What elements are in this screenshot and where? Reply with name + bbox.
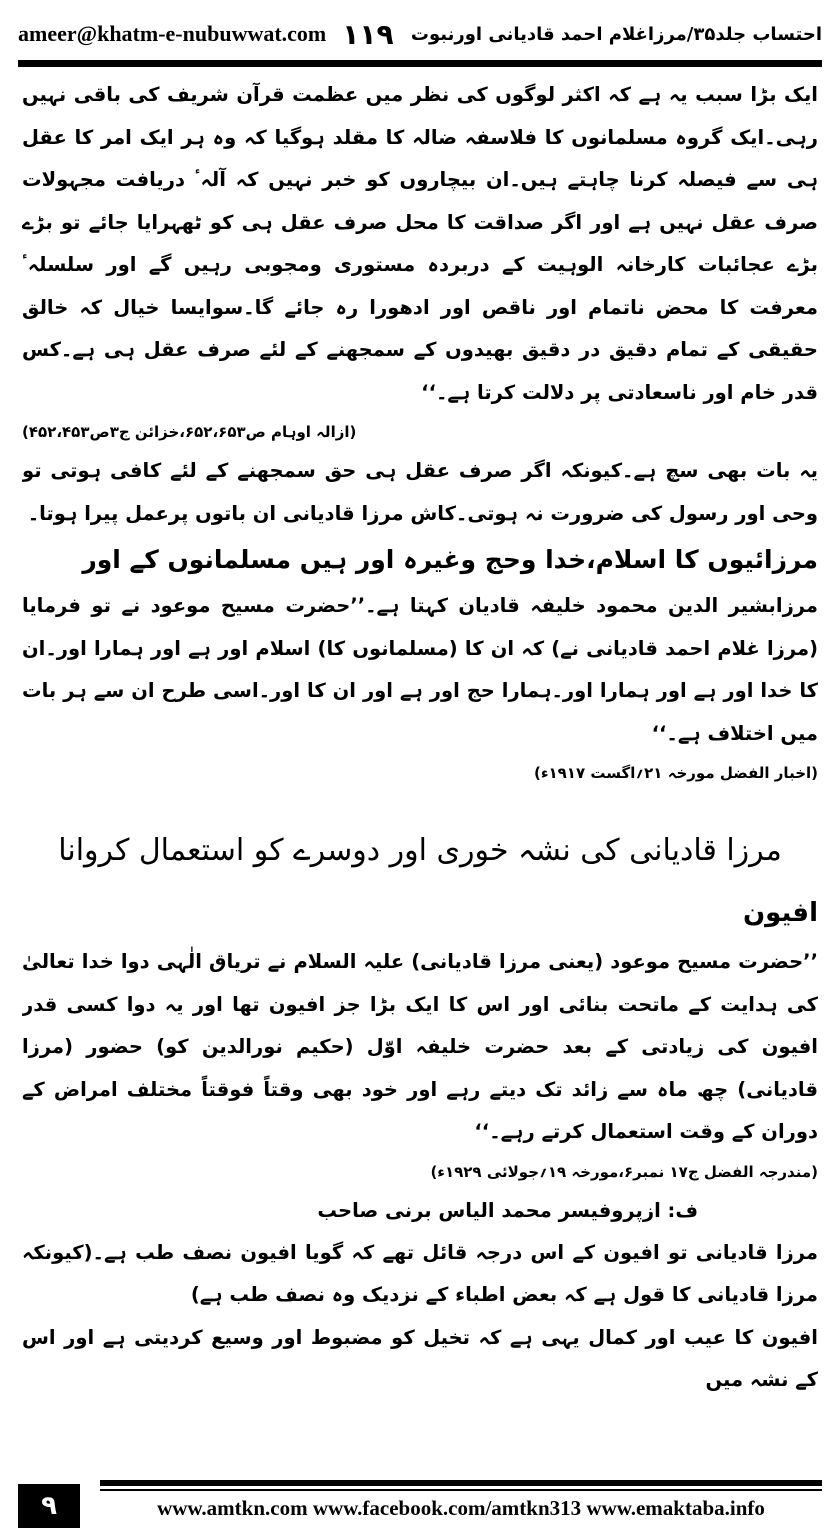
footer-links: www.amtkn.com www.facebook.com/amtkn313 www.emaktaba.info	[157, 1496, 765, 1520]
paragraph-1: ایک بڑا سبب یہ ہے کہ اکثر لوگوں کی نظر میں عظمت قرآن شریف کی باقی نہیں رہی۔ایک گروہ مسلمانوں کا فلاسفہ ضالہ کا مقلد ہوگیا کہ وہ ہر ایک امر کا عقل ہی سے فیصلہ کرنا چاہتے ہیں۔ان بیچاروں کو خبر نہیں کہ آلہٴ دریافت مجہولات صرف عقل نہیں ہے اور اگر صداقت کا محل صرف عقل ہی کو ٹھہرایا جائے تو بڑے بڑے عجائبات کارخانہ الوہیت کے دربردہ مستوری ومجوبی رہیں گے اور سلسلہٴ معرفت کا محض ناتمام اور ناقص اور ادھورا رہ جائے گا۔سوایسا خیال کہ خالق حقیقی کے تمام دقیق در دقیق بھیدوں کے سمجھنے کے لئے صرف عقل ہی ہے۔کس قدر خام اور ناسعادتی پر دلالت کرتا ہے۔‘‘	[22, 83, 818, 404]
paragraph-2: یہ بات بھی سچ ہے۔کیونکہ اگر صرف عقل ہی حق سمجھنے کے لئے کافی ہوتی تو وحی اور رسول کی ضرورت نہ ہوتی۔کاش مرزا قادیانی ان باتوں پرعمل پیرا ہوتا۔	[22, 459, 818, 525]
paragraph-3: مرزابشیر الدین محمود خلیفہ قادیان کہتا ہے۔’’حضرت مسیح موعود نے تو فرمایا (مرزا غلام احمد قادیانی نے) کہ ان کا (مسلمانوں کا) اسلام اور ہے اور ہمارا اور۔ان کا خدا اور ہے اور ہمارا اور۔ہمارا حج اور ہے اور ان کا اور۔اسی طرح ان سے ہر بات میں اختلاف ہے۔‘‘	[22, 594, 818, 745]
reference-2: (اخبار الفضل مورخہ ۲۱؍اگست ۱۹۱۷ء)	[533, 764, 818, 782]
header-book-title: احتساب جلد۳۵/مرزاغلام احمد قادیانی اورنبوت	[410, 23, 822, 45]
paragraph-6: افیون کا عیب اور کمال یہی ہے کہ تخیل کو مضبوط اور وسیع کردیتی ہے اور اس کے نشہ میں	[22, 1325, 818, 1391]
footer-rule	[100, 1480, 822, 1486]
reference-3: (مندرجہ الفضل ج۱۷ نمبر۶،مورخہ ۱۹؍جولائی ۱۹۲۹ء)	[430, 1162, 818, 1181]
page-header	[18, 14, 822, 54]
paragraph-4: ’’حضرت مسیح موعود (یعنی مرزا قادیانی) علیہ السلام نے تریاق الٰہی دوا خدا تعالیٰ کی ہدایت کے ماتحت بنائی اور اس کا ایک بڑا جز افیون تھا اور یہ دوا کسی قدر افیون کی زیادتی کے بعد حضرت خلیفہ اوّل (حکیم نورالدین کو) حضور (مرزا قادیانی) چھ ماہ سے زائد تک دیتے رہے اور خود بھی وقتاً فوقتاً مختلف امراض کے دوران کے وقت استعمال کرتے رہے۔‘‘	[22, 950, 818, 1143]
footer-page-number: ۹	[18, 1484, 80, 1528]
author-byline: ف: ازپروفیسر محمد الیاس برنی صاحب	[317, 1198, 698, 1222]
footer-rule-thin	[100, 1489, 822, 1491]
reference-1: (ازالہ اوہام ص۶۵۲،۶۵۳،خزائن ج۳ص۴۵۲،۴۵۳)	[22, 423, 357, 441]
paragraph-5: مرزا قادیانی تو افیون کے اس درجہ قائل تھے کہ گویا افیون نصف طب ہے۔(کیونکہ مرزا قادیانی کا قول ہے کہ بعض اطباء کے نزدیک وہ نصف طب ہے)	[22, 1240, 818, 1306]
header-email: ameer@khatm-e-nubuwwat.com	[18, 21, 327, 46]
section-heading-2: مرزا قادیانی کی نشہ خوری اور دوسرے کو استعمال کروانا	[58, 833, 782, 868]
subheading-afyun: افیون	[742, 898, 818, 928]
page-body	[22, 74, 818, 1460]
header-page-number: ١١٩	[342, 17, 394, 51]
header-rule	[18, 60, 822, 67]
section-heading-1: مرزائیوں کا اسلام،خدا وحج وغیرہ اور ہیں مسلمانوں کے اور	[82, 545, 818, 574]
header-left	[18, 18, 410, 51]
